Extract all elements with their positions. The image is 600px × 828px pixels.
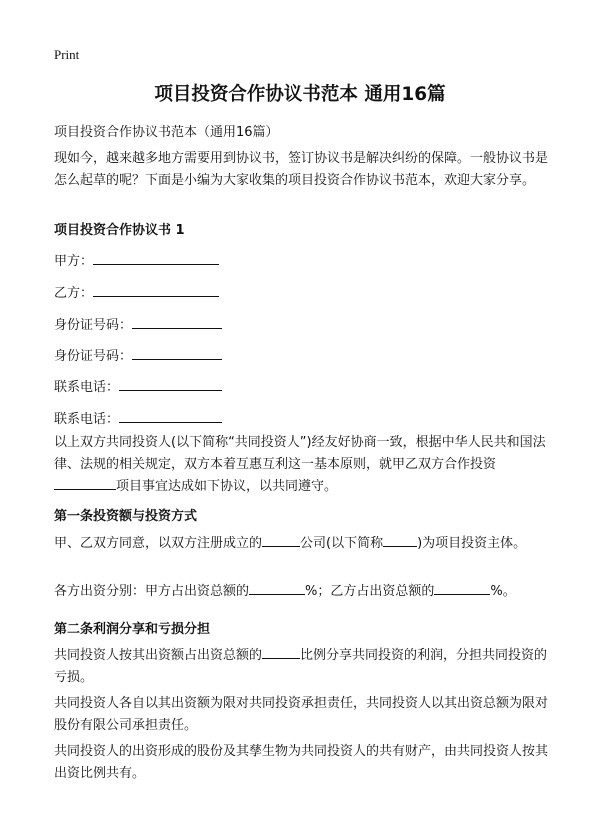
blank-line [119,409,222,423]
document-subtitle: 项目投资合作协议书范本（通用16篇） [54,125,279,140]
article-text: )为项目投资主体。 [417,536,527,551]
field-label: 联系电话： [54,412,120,427]
article-text: %。 [490,584,516,599]
blank-line [249,581,305,595]
article-1-title: 第一条投资额与投资方式 [54,509,198,524]
article-2-paragraph-2: 共同投资人各自以其出资额为限对共同投资承担责任，共同投资人以其出资总额为限对股份有限公司承担责任。 [54,696,549,733]
article-1-paragraph-1 [54,533,554,555]
id-number-field [54,314,222,333]
document-title: 项目投资合作协议书范本 通用16篇 [154,84,446,105]
field-label: 联系电话： [54,380,120,395]
article-text: 共同投资人按其出资额占出资总额的 [54,648,263,663]
party-a-field [54,250,219,269]
article-2-title: 第二条利润分享和亏损分担 [54,622,211,637]
preamble-text: 项目事宜达成如下协议，以共同遵守。 [116,479,338,494]
article-1-paragraph-2 [54,581,554,603]
blank-line [132,346,222,360]
blank-line [132,315,222,329]
article-text: 比例分享共同投资的利润，分担共同投资的亏损。 [54,648,548,685]
blank-line [119,377,222,391]
phone-field [54,376,222,395]
blank-line [383,533,417,547]
preamble-paragraph [54,432,554,498]
article-text: 公司(以下简称 [300,536,384,551]
article-text: 甲、乙双方同意，以双方注册成立的 [54,536,263,551]
preamble-text: 以上双方共同投资人(以下简称“共同投资人”)经友好协商一致，根据中华人民共和国法律、法规的相关规定，双方本着互惠互利这一基本原则，就甲乙双方合作投资 [54,435,546,472]
section-1-title: 项目投资合作协议书 1 [54,223,185,238]
print-link[interactable]: Print [54,47,80,62]
article-text: 各方出资分别：甲方占出资总额的 [54,584,250,599]
blank-line [93,283,219,297]
field-label: 身份证号码： [54,349,133,364]
article-2-paragraph-1 [54,645,554,689]
blank-line [54,476,116,490]
blank-line [262,533,300,547]
field-label: 身份证号码： [54,318,133,333]
intro-paragraph: 现如今，越来越多地方需要用到协议书，签订协议书是解决纠纷的保障。一般协议书是怎么起草的呢？下面是小编为大家收集的项目投资合作协议书范本，欢迎大家分享。 [54,151,549,188]
article-text: %；乙方占出资总额的 [305,584,435,599]
field-label: 甲方： [54,254,94,269]
blank-line [93,251,219,265]
blank-line [434,581,490,595]
field-label: 乙方： [54,286,94,301]
id-number-field [54,345,222,364]
party-b-field [54,282,219,301]
article-2-paragraph-3: 共同投资人的出资形成的股份及其孳生物为共同投资人的共有财产，由共同投资人按其出资比例共有。 [54,744,549,781]
phone-field [54,408,222,427]
blank-line [262,645,300,659]
